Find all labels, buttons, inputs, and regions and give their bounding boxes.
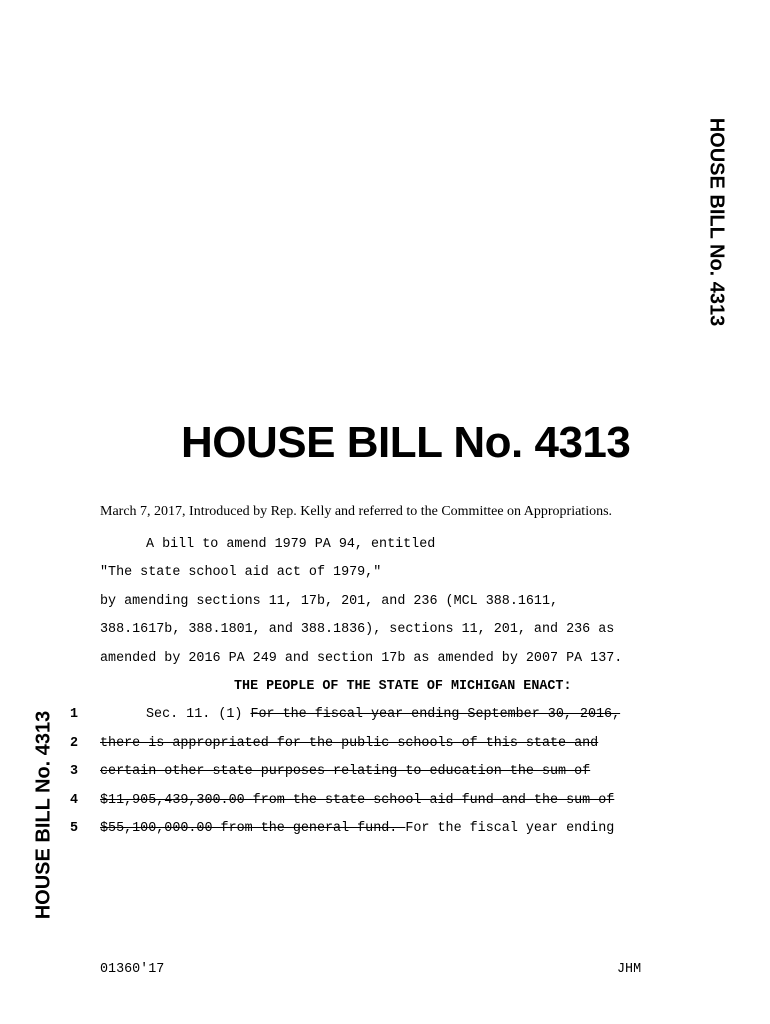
- line-number: 4: [69, 793, 78, 808]
- body-line-4: [100, 793, 614, 808]
- side-label-right: HOUSE BILL No. 4313: [705, 117, 728, 327]
- struck-text: $11,905,439,300.00 from the state school aid fund and the sum of: [100, 793, 615, 808]
- introduction-line: March 7, 2017, Introduced by Rep. Kelly and referred to the Committee on Appropriations.: [100, 504, 613, 519]
- body-line-1: [100, 707, 620, 722]
- struck-text: there is appropriated for the public schools of this state and: [100, 736, 599, 751]
- body-line-5: [100, 821, 614, 836]
- new-text: For the fiscal year ending: [405, 821, 615, 836]
- side-label-left: HOUSE BILL No. 4313: [32, 710, 55, 920]
- struck-text: $55,100,000.00 from the general fund.: [100, 821, 406, 836]
- preamble-line-4: 388.1617b, 388.1801, and 388.1836), sections 11, 201, and 236 as: [100, 622, 615, 637]
- preamble-line-5: amended by 2016 PA 249 and section 17b as amended by 2007 PA 137.: [100, 651, 623, 666]
- document-code: 01360'17: [100, 962, 165, 977]
- section-heading: Sec. 11. (1): [146, 707, 251, 722]
- line-number: 3: [69, 764, 78, 779]
- preamble-line-2: "The state school aid act of 1979,": [100, 565, 382, 580]
- body-line-2: [100, 736, 598, 751]
- bill-title: HOUSE BILL No. 4313: [181, 418, 631, 467]
- line-number: 2: [69, 736, 78, 751]
- body-line-3: [100, 764, 590, 779]
- struck-text: For the fiscal year ending September 30, 2016,: [250, 707, 621, 722]
- enacting-clause: THE PEOPLE OF THE STATE OF MICHIGAN ENACT:: [234, 679, 572, 694]
- line-number: 5: [69, 821, 78, 836]
- struck-text: certain other state purposes relating to education the sum of: [100, 764, 591, 779]
- preamble-line-3: by amending sections 11, 17b, 201, and 236 (MCL 388.1611,: [100, 594, 559, 609]
- line-number: 1: [69, 707, 78, 722]
- preamble-line-1: A bill to amend 1979 PA 94, entitled: [146, 537, 436, 552]
- drafter-initials: JHM: [617, 962, 642, 977]
